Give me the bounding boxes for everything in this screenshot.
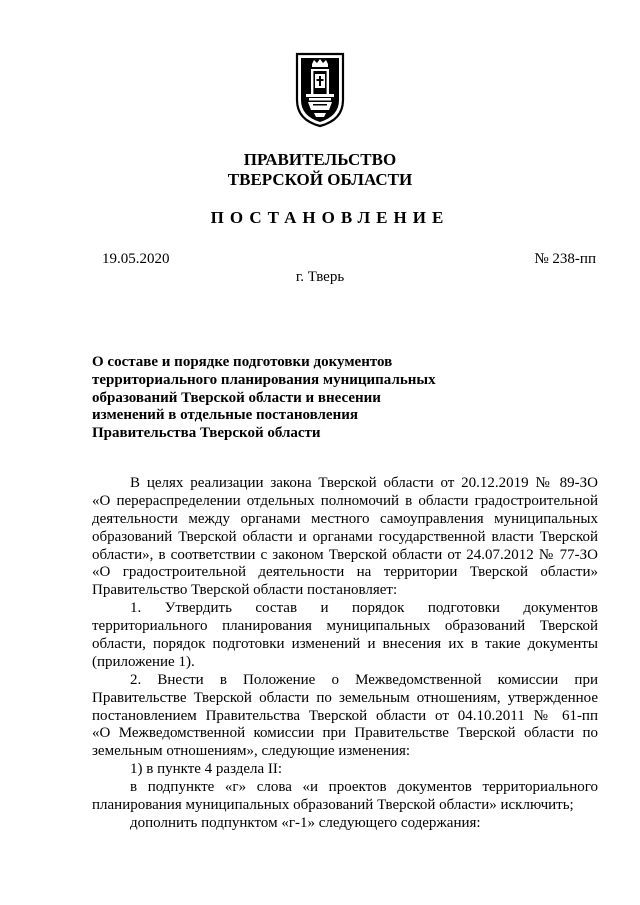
body-line: 1. Утвердить состав и порядок подготовки документов [130,600,598,617]
body-line: области», в соответствии с законом Тверской области от 24.07.2012 № 77-ЗО [92,546,598,563]
subject-line: О составе и порядке подготовки документов [92,354,393,370]
body-line: постановлением Правительства Тверской области от 04.10.2011 № 61-пп [92,707,598,724]
body-line: земельным отношениям», следующие изменения: [92,743,411,760]
body-line: 2. Внести в Положение о Межведомственной комиссии при [130,671,598,688]
document-subject [92,354,452,443]
government-name-line-2: ТВЕРСКОЙ ОБЛАСТИ [227,170,413,189]
body-line: в подпункте «г» слова «и проектов документов территориального [130,779,598,796]
body-line: «О градостроительной деятельности на территории Тверской области» [92,564,598,581]
body-line: В целях реализации закона Тверской области от 20.12.2019 № 89-ЗО [130,475,598,491]
subject-line: территориального планирования муниципальных [92,371,436,388]
body-line: (приложение 1). [92,653,195,670]
document-type-title: ПОСТАНОВЛЕНИЕ [210,208,450,227]
body-line: Правительство Тверской области постановляет: [92,582,398,599]
body-line: «О Межведомственной комиссии при Правительстве Тверской области по [92,725,598,742]
body-line: деятельности между органами местного самоуправления муниципальных [92,510,598,527]
body-line: Правительстве Тверской области по земельным отношениям, утвержденное [92,689,598,706]
body-line: области, порядок подготовки изменений и внесения их в такие документы [92,636,598,653]
subject-line: Правительства Тверской области [92,425,321,442]
subject-line: образований Тверской области и внесении [92,389,381,406]
subject-line: изменений в отдельные постановления [92,407,358,424]
government-name-line-1: ПРАВИТЕЛЬСТВО [243,150,397,169]
document-date: 19.05.2020 [102,251,170,267]
document-number: № 238-пп [534,251,596,267]
body-line: территориального планирования муниципальных образований Тверской [92,618,598,635]
body-line: планирования муниципальных образований Тверской области» исключить; [92,797,574,814]
document-city: г. Тверь [295,269,345,285]
body-line: «О перераспределении отдельных полномочий в области градостроительной [92,492,598,509]
coat-of-arms-icon [294,50,346,128]
body-line: дополнить подпунктом «г-1» следующего содержания: [130,814,481,831]
body-line: 1) в пункте 4 раздела II: [130,761,283,778]
document-body [92,475,598,833]
body-line: образований Тверской области и органами государственной власти Тверской [92,528,598,545]
